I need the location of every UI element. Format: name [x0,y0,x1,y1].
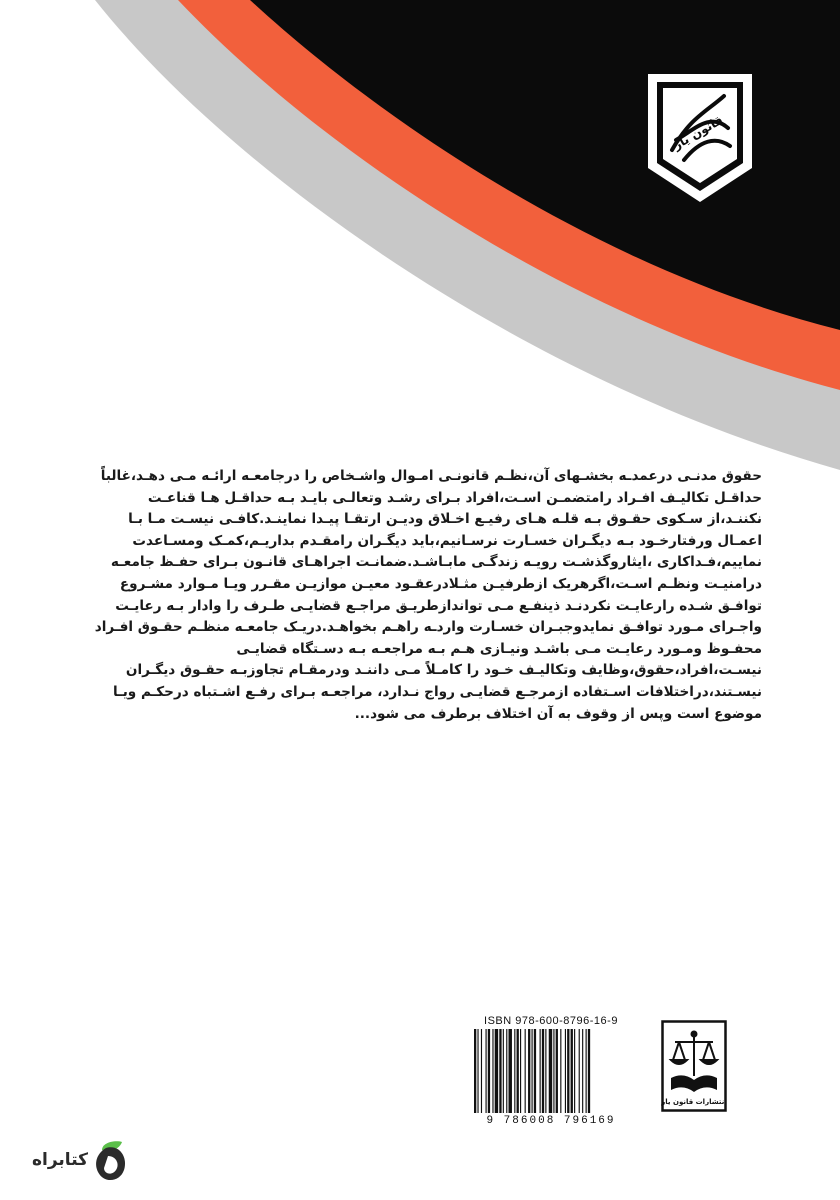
barcode-bar [520,1029,521,1113]
barcode-bar [556,1029,558,1113]
isbn-label: ISBN 978-600-8796-16-9 [484,1015,618,1027]
description-line: نیسـتند،دراختلافات اسـتفاده ازمرجـع قضایـی رواج نـدارد، مراجعـه بـرای رفـع اشـتباه درحکـم ویـا [112,683,762,700]
description-line: واجـرای مـورد توافـق نمایدوجبـران خسـارت واردـه راهـم بخواهـد.دریـک جامعـه منظـم حقـوق افـراد [94,619,762,636]
isbn-digits: 9 786008 796169 [486,1115,616,1127]
barcode-bar [582,1029,583,1113]
barcode-bar [525,1029,526,1113]
barcode-bar [588,1029,590,1113]
store-name: کتابراه [31,1150,89,1170]
barcode-bar [499,1029,501,1113]
barcode-bar [492,1029,493,1113]
description-line: حقوق مدنـی درعمدـه بخشـهای آن،نظـم قانونـی امـوال واشـخاص را درجامعـه ارائـه مـی دهـد،غالباً [100,468,762,484]
barcode-bar [488,1029,490,1113]
barcode-bar [532,1029,533,1113]
barcode-bar [586,1029,587,1113]
barcode-bar [549,1029,552,1113]
barcode-bar [560,1029,561,1113]
barcode-bar [503,1029,504,1113]
barcode-bar [517,1029,519,1113]
isbn-barcode-block [470,1015,632,1131]
cover-swoosh-artwork [0,0,840,520]
barcode-bar [477,1029,478,1113]
barcode-bar [579,1029,580,1113]
barcode-bar [534,1029,536,1113]
barcode-bar [565,1029,566,1113]
description-line: نکننـد،از سـکوی حقـوق بـه قلـه هـای رفیـع اخـلاق ودیـن ارتقـا پیـدا نماینـد.کافـی نیسـت مـا بـا [128,511,762,528]
barcode-bar [574,1029,575,1113]
description-line: توافـق شـده رارعایـت نکردنـد ذینفـع مـی توانداز‌طریـق مراجـع قضایـی طـرف را وادار بـه رعایـت [115,597,762,614]
description-line: موضوع است وپس از وقوف به آن اختلاف برطرف می شود... [354,705,762,722]
barcode-bar [545,1029,546,1113]
publisher-emblem-text: قانون یار [670,112,726,153]
barcode-bar [495,1029,498,1113]
barcode-bar [528,1029,530,1113]
barcode-bar [553,1029,554,1113]
barcode-bar [567,1029,569,1113]
publisher-logo [661,1020,727,1112]
back-cover-description [78,466,762,725]
description-line: حداقـل تکالیـف افـراد رامتضمـن اسـت،افراد بـرای رشـد وتعالـی بایـد بـه حداقـل هـا قناعـت [147,489,762,506]
description-line: محفـوظ ومـورد رعایـت مـی باشـد ونیـازی هـم بـه مراجعـه بـه دسـتگاه قضایـی [236,640,762,657]
description-line: نماییم،فـداکاری ،ایثاروگذشـت رویـه زندگـی مابـاشـد.ضمانـت اجراهـای قانـون بـرای حفـظ جامعـه [110,554,762,571]
publisher-logo-text: انتشارات قانون یار [661,1098,727,1106]
barcode-bar [509,1029,512,1113]
leaf-icon [96,1141,125,1180]
barcode-bar [540,1029,541,1113]
barcode-bar [506,1029,507,1113]
barcode-bar [542,1029,544,1113]
description-line: نیسـت،افراد،حقوق،وظایف وتکالیـف خـود را کامـلاً مـی داننـد ودرمقـام تجاوزبـه حقـوق دیگـران [125,662,762,679]
barcode-bar [481,1029,482,1113]
description-line: اعمـال ورفتارخـود بـه دیگـران خسـارت نرسـانیم،باید دیگـران رامقـدم بداریـم،کمـک ومسـاعدت [132,532,762,549]
barcode-icon [474,1029,628,1113]
description-line: درامنیـت ونظـم اسـت،اگرهریک ازطرفیـن مثـلادرعقـود معیـن موازیـن مقـرر ویـا مـوارد مشـروع [119,575,762,592]
barcode-bar [474,1029,476,1113]
barcode-bar [571,1029,573,1113]
barcode-bar [486,1029,487,1113]
barcode-bar [514,1029,515,1113]
